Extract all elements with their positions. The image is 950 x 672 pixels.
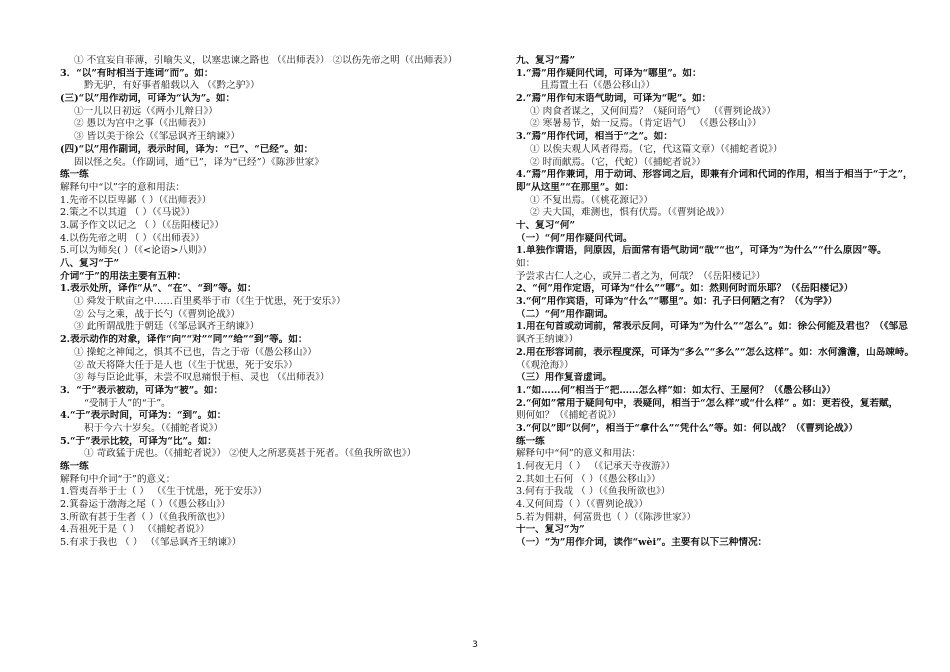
text-line: ① 肉食者谋之，又何间焉？（疑问语气） （《曹刿论战》） — [530, 105, 776, 117]
text-line: 2.箕畚运于渤海之尾（ ）（《愚公移山》） — [60, 499, 231, 511]
text-line: 介词“于”的用法主要有五种： — [60, 270, 187, 282]
text-line: ② 公与之乘，战于长勺（《曹刿论战》） — [74, 308, 241, 320]
text-line: 5.有求于我也 （ ） （《邹忌讽齐王纳谏》） — [60, 537, 242, 549]
right-column — [516, 55, 941, 550]
text-line: （二）“何”用作副词。 — [516, 308, 614, 320]
text-line: (四)“以”用作副词，表示时间，译为：“已”、“已经”。如： — [60, 143, 314, 155]
text-line: 即“从这里”“在那里”。如： — [516, 181, 635, 193]
text-line: 予尝求古仁人之心，或异二者之为，何哉？（《岳阳楼记》） — [516, 270, 766, 282]
text-line: 1.单独作谓语，问原因，后面常有语气助词“哉”“也”，可译为“为什么”“什么原因”等。 — [516, 245, 887, 257]
text-line: ③ 此所谓战胜于朝廷（《邹忌讽齐王纳谏》） — [74, 321, 260, 333]
text-line: 4.吾祖死于是（ ） （《捕蛇者说》） — [60, 524, 210, 536]
text-line: ② 时而献焉。（它，代蛇）（《捕蛇者说》） — [530, 156, 706, 168]
text-line: 练一练 — [516, 435, 545, 447]
text-line: ① 舜发于畎亩之中……百里奚举于市（《生于忧患，死于安乐》） — [74, 296, 346, 308]
text-line: 十、复习“何” — [516, 219, 576, 231]
text-line: 2.“焉”用作句末语气助词，可译为“呢”。如： — [516, 93, 712, 105]
text-line: 1.何夜无月（ ） （《记承天寺夜游》） — [516, 461, 676, 472]
text-line: 解释句中“以”字的意和用法： — [60, 181, 185, 193]
text-line: 1.用在句首或动词前，常表示反问，可译为“为什么”“怎么”。如：徐公何能及君也？（《邹忌 — [516, 321, 908, 333]
text-line: 讽齐王纳谏》） — [516, 334, 579, 346]
text-line: 1.“焉”用作疑问代词，可译为“哪里”。如： — [516, 67, 702, 79]
text-line: 3．“以”有时相当于连词“而”。如： — [60, 67, 214, 79]
text-line: 1.先帝不以臣卑鄙（ ）（《出师表》） — [60, 194, 212, 206]
text-line: 5.若为佣耕，何富贵也（ ）（《陈涉世家》） — [516, 511, 697, 523]
text-line: 八、复习“于” — [60, 258, 120, 269]
text-line: ① 操蛇之神闻之，惧其不已也，告之于帝（《愚公移山》） — [74, 346, 317, 358]
text-line: （《观沧海》） — [516, 359, 574, 371]
text-line: ② 寒暑易节，始一反焉。（肯定语气） （《愚公移山》） — [530, 118, 762, 130]
text-line: 且焉置土石（《愚公移山》） — [540, 80, 656, 92]
text-line: 5.可以为师矣( ）（《<论语>八则》） — [60, 245, 212, 257]
text-line: （一）“为”用作介词，读作“wèi”。主要有以下三种情况： — [516, 537, 768, 549]
text-line: 3.“何以”即“以何”，相当于“拿什么”“凭什么”等。如：何以战？（《曹刿论战》） — [516, 422, 858, 434]
text-line: 3.所欲有甚于生者（ ）（《鱼我所欲也》） — [60, 511, 231, 523]
text-line: 2.表示动作的对象，译作“向”“对”“同”“给”“到”等。如： — [60, 334, 308, 346]
text-line: ① 不复出焉。（《桃花源记》） — [530, 194, 653, 206]
text-line: ② 故天将降大任于是人也（《生于忧患，死于安乐》） — [74, 359, 298, 371]
text-line: ③ 每与臣论此事，未尝不叹息痛恨于桓、灵也 （《出师表》） — [74, 372, 330, 384]
text-line: 黔无驴，有好事者船载以入 （《黔之驴》） — [84, 80, 260, 92]
text-line: 2、“何”用作定语，可译为“什么”“哪”。如：然则何时而乐耶？（《岳阳楼记》） — [516, 283, 854, 295]
text-line: 4.“焉”用作兼词，用于动词、形容词之后，即兼有介词和代词的作用，相当于相当于“于之”， — [516, 169, 913, 181]
text-line: 练一练 — [60, 461, 89, 472]
text-line: 4.又何间焉（ ）（《曹刿论战》） — [516, 499, 649, 511]
text-line: 3．“于”表示被动，可译为“被”。如： — [60, 384, 224, 396]
text-line: 解释句中“何”的意义和用法： — [516, 448, 641, 460]
text-line: 固以怪之矣。（作副词，通“已”，译为“已经”）《陈涉世家》 — [74, 156, 324, 168]
text-line: 3.“焉”用作代词，相当于“之”。如： — [516, 131, 673, 143]
text-line: 1.表示处所，译作“从”、“在”、“到”等。如： — [60, 283, 257, 295]
text-line: 5.“于”表示比较，可译为“比”。如： — [60, 435, 217, 447]
text-line: 1.管夷吾举于士（ ） （《生于忧患，死于安乐》） — [60, 486, 268, 498]
text-line: 练一练 — [60, 169, 89, 181]
text-line: 3.属予作文以记之 （ ）（《岳阳楼记》） — [60, 219, 224, 231]
text-line: 九、复习“焉” — [516, 55, 576, 66]
text-line: 4.“于”表示时间，可译为：“到”。如： — [60, 410, 227, 422]
left-column — [60, 55, 485, 550]
text-line: ② 愚以为宫中之事（《出师表》） — [74, 118, 212, 130]
text-line: ①一儿以日初远（《两小儿辩日》） — [74, 105, 218, 117]
text-line: （一）“何”用作疑问代词。 — [516, 232, 633, 244]
text-line: （三）用作复音虚词。 — [516, 372, 612, 384]
text-line: ① 不宜妄自菲薄，引喻失义，以塞忠谏之路也 （《出师表》） ②以伤先帝之明（《出师表》） — [74, 55, 458, 66]
text-line: 3.“何”用作宾语，可译为“什么”“哪里”。如：孔子曰何陋之有？（《为学》） — [516, 296, 838, 308]
text-line: ③ 皆以美于徐公（《邹忌讽齐王纳谏》） — [74, 131, 241, 143]
text-line: 2.其如土石何 （ ）（《愚公移山》） — [516, 473, 661, 485]
text-line: ① 以俟夫观人风者得焉。（它，代这篇文章）（《捕蛇者说》） — [530, 143, 783, 155]
text-line: 积于今六十岁矣。（《捕蛇者说》） — [84, 422, 224, 434]
text-line: ② 夫大国，难测也，惧有伏焉。（《曹刿论战》） — [530, 207, 730, 219]
page-number: 3 — [472, 640, 478, 650]
text-line: 则何如？（《捕蛇者说》） — [516, 410, 622, 422]
text-line: 3.何有于我哉 （ ）（《鱼我所欲也》） — [516, 486, 671, 498]
text-line: 十一、复习“为” — [516, 524, 585, 536]
text-line: 2.用在形容词前，表示程度深，可译为“多么”“多么”“怎么这样”。如：水何澹澹，山岛竦峙。 — [516, 346, 915, 358]
text-line: 2.策之不以其道 （ ）（《马说》） — [60, 207, 196, 219]
text-line: “受制于人”的“于”。 — [84, 397, 171, 409]
text-line: 4.以伤先帝之明 （ ）（《出师表》） — [60, 232, 205, 244]
text-line: ① 苛政猛于虎也。（《捕蛇者说》） ②使人之所恶莫甚于死者。（《鱼我所欲也》） — [84, 448, 417, 460]
text-line: 1.“如……何”相当于“把……怎么样”如：如太行、王屋何？（《愚公移山》） — [516, 384, 836, 396]
text-line: 2.“何如”常用于疑问句中，表疑问，相当于“怎么样”或“什么样” 。如：更若役，复若赋， — [516, 397, 899, 409]
text-line: 如： — [516, 258, 536, 269]
text-line: (三)“以”用作动词，可译为“认为”。如： — [60, 93, 236, 105]
text-line: 解释句中介词“于”的意义： — [60, 473, 176, 485]
